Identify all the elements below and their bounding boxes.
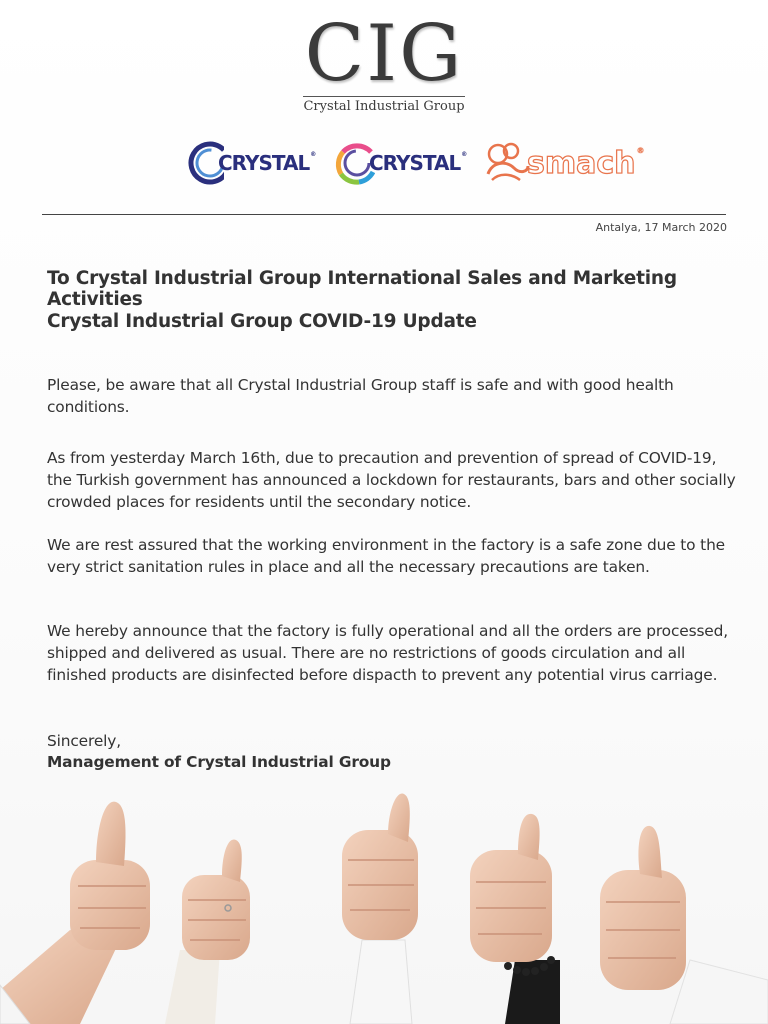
thumbs-up-hand-1 [0, 802, 150, 1024]
cig-logo-mark: CIG [304, 9, 464, 99]
thumbs-up-hand-3 [342, 794, 418, 1024]
cig-logo [0, 9, 768, 114]
brand-crystal-blue-label: CRYSTAL® [218, 151, 316, 175]
brand-logo-crystal-blue [188, 138, 315, 188]
letter-date: Antalya, 17 March 2020 [595, 221, 727, 234]
thumbs-up-hand-2 [165, 839, 250, 1024]
letter-paragraph: Please, be aware that all Crystal Industrial Group staff is safe and with good health conditions. [47, 376, 674, 416]
letter-closing: Sincerely, [47, 732, 121, 750]
thumbs-up-hand-4 [470, 814, 560, 1024]
cig-logo-subtitle: Crystal Industrial Group [303, 96, 464, 114]
letter-signature: Management of Crystal Industrial Group [47, 753, 391, 771]
brand-smach-label: smach® [527, 145, 645, 181]
smach-figure-icon [484, 138, 530, 188]
letter-paragraph: As from yesterday March 16th, due to precaution and prevention of spread of COVID-19, the Turkish government has announced a lockdown for restaurants, bars and other socially crowded places for residents until the secondary notice. [47, 449, 736, 511]
letter-paragraph: We are rest assured that the working environment in the factory is a safe zone due to the very strict sanitation rules in place and all the necessary precautions are taken. [47, 536, 725, 576]
letter-subject-heading: Crystal Industrial Group COVID-19 Update [47, 311, 477, 332]
letter-recipient-heading: To Crystal Industrial Group International Sales and Marketing Activities [47, 268, 677, 310]
brand-logo-smach [484, 138, 645, 188]
thumbs-up-illustration [0, 790, 768, 1024]
brand-crystal-color-label: CRYSTAL® [369, 151, 467, 175]
brand-logo-crystal-color [335, 138, 466, 188]
header-divider [42, 214, 726, 215]
thumbs-up-hand-5 [600, 826, 768, 1024]
letter-paragraph: We hereby announce that the factory is fully operational and all the orders are processed, shipped and delivered as usual. There are no restrictions of goods circulation and all finished products are disinfected before dispacth to prevent any potential virus carriage. [47, 622, 728, 684]
